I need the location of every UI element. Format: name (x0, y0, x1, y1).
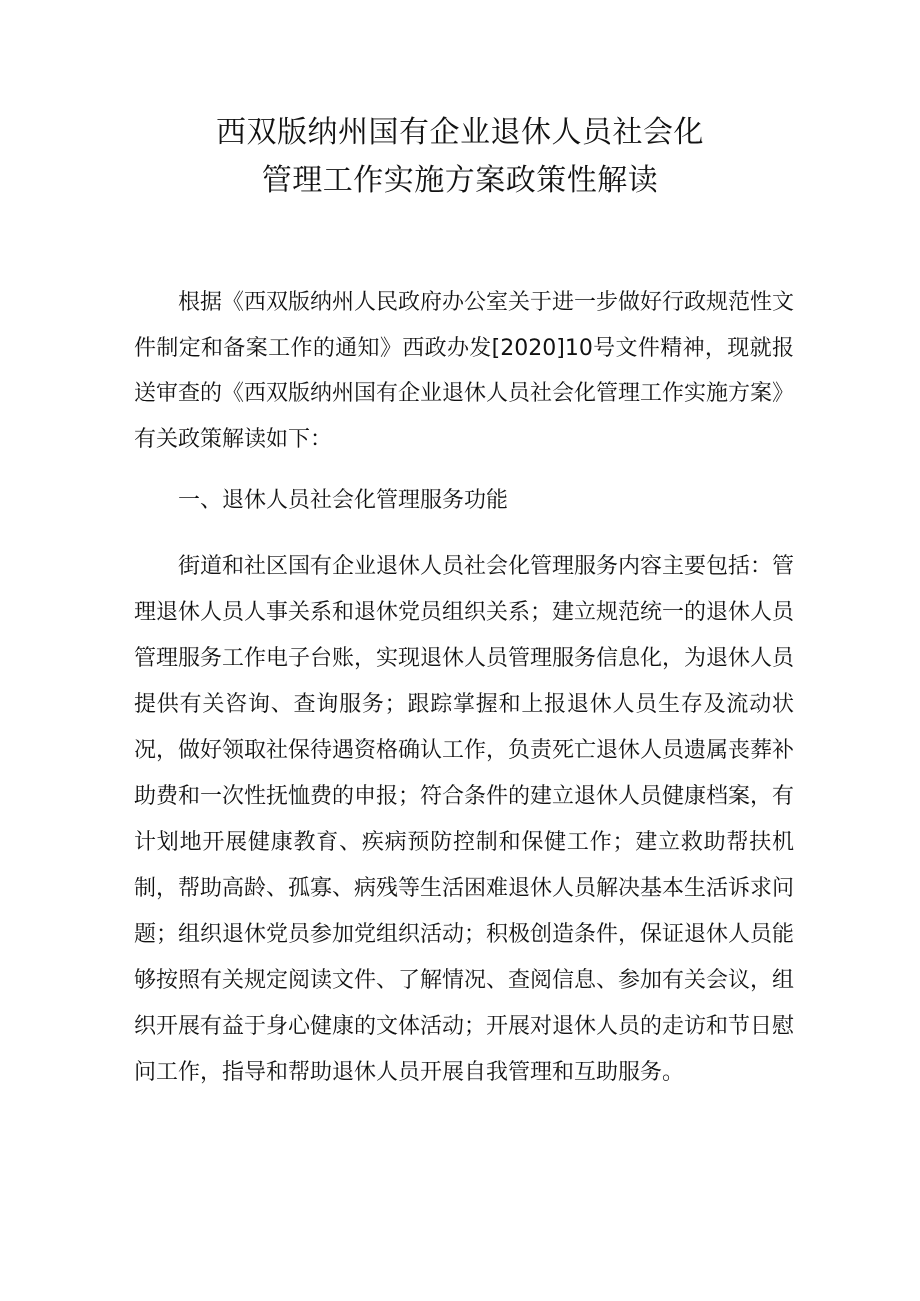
document-title-line-2: 管理工作实施方案政策性解读 (261, 163, 659, 198)
intro-paragraph: 根据《西双版纳州人民政府办公室关于进一步做好行政规范性文件制定和备案工作的通知》西政办发[2020]10号文件精神，现就报送审查的《西双版纳州国有企业退休人员社会化管理工作实施方案》有关政策解读如下： (134, 290, 795, 453)
section-1-heading: 一、退休人员社会化管理服务功能 (178, 488, 509, 513)
section-1-body-paragraph: 街道和社区国有企业退休人员社会化管理服务内容主要包括：管理退休人员人事关系和退休党员组织关系；建立规范统一的退休人员管理服务工作电子台账，实现退休人员管理服务信息化，为退休人员提供有关咨询、查询服务；跟踪掌握和上报退休人员生存及流动状况，做好领取社保待遇资格确认工作，负责死亡退休人员遗属丧葬补助费和一次性抚恤费的申报；符合条件的建立退休人员健康档案，有计划地开展健康教育、疾病预防控制和保健工作；建立救助帮扶机制，帮助高龄、孤寡、病残等生活困难退休人员解决基本生活诉求问题；组织退休党员参加党组织活动；积极创造条件，保证退休人员能够按照有关规定阅读文件、了解情况、查阅信息、参加有关会议，组织开展有益于身心健康的文体活动；开展对退休人员的走访和节日慰问工作，指导和帮助退休人员开展自我管理和互助服务。 (134, 554, 795, 1085)
document-title-line-1: 西双版纳州国有企业退休人员社会化 (216, 115, 704, 150)
